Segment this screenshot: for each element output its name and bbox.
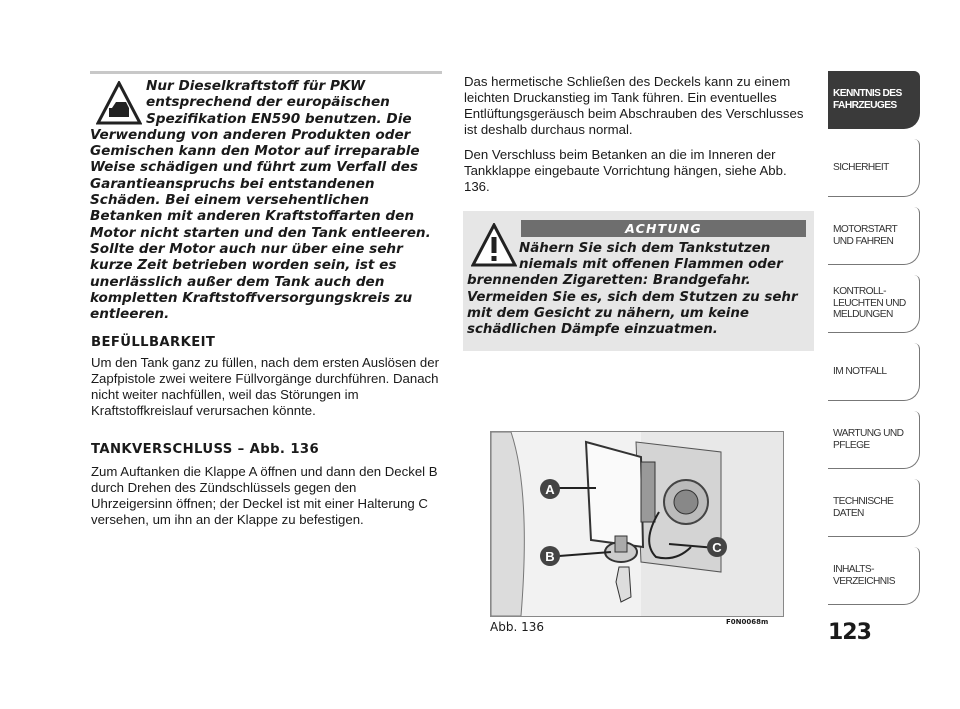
callout-a-label: A	[545, 482, 555, 497]
right-paragraph-2: Den Verschluss beim Betanken an die im Inneren der Tankklappe eingebaute Vorrichtung hängen, siehe Abb. 136.	[464, 147, 787, 194]
section-text-tankverschluss: Zum Auftanken die Klappe A öffnen und dann den Deckel B durch Drehen des Zündschlüssels gegen den Uhrzeigersinn öffnen; der Deckel ist mit einer Halterung C versehen, um ihn an der Klappe zu befestigen.	[91, 464, 438, 527]
right-paragraph-1: Das hermetische Schließen des Deckels kann zu einem leichten Druckanstieg im Tank führen. Ein eventuelles Entlüftungsgeräusch beim Abschrauben des Verschlusses ist deshalb durchaus normal.	[464, 74, 804, 137]
figure-code: F0N0068m	[726, 618, 769, 626]
callout-b-label: B	[545, 549, 555, 564]
achtung-text: Nähern Sie sich dem Tankstutzen niemals mit offenen Flammen oder brennenden Zigaretten: Brandgefahr. Vermeiden Sie es, sich dem Stutzen zu sehr mit dem Gesicht zu nähern, um keine schädlichen Dämpfe einzuatmen.	[467, 241, 798, 338]
section-heading-befuellbarkeit: BEFÜLLBARKEIT	[91, 335, 216, 350]
tab-inhaltsverzeichnis[interactable]: INHALTS- VERZEICHNIS	[828, 547, 920, 605]
callout-c-label: C	[712, 540, 722, 555]
fuel-warning-icon	[96, 81, 142, 125]
tab-kenntnis-des-fahrzeuges[interactable]: KENNTNIS DES FAHRZEUGES	[828, 71, 920, 129]
tab-sicherheit[interactable]: SICHERHEIT	[828, 139, 920, 197]
page-number: 123	[828, 620, 871, 645]
section-heading-tankverschluss: TANKVERSCHLUSS – Abb. 136	[91, 442, 320, 457]
achtung-box	[463, 211, 814, 351]
tab-motorstart-und-fahren[interactable]: MOTORSTART UND FAHREN	[828, 207, 920, 265]
section-text-befuellbarkeit: Um den Tank ganz zu füllen, nach dem ersten Auslösen der Zapfpistole zwei weitere Füllvorgänge durchführen. Danach nicht weiter nachfüllen, weil das Störungen im Kraftstoffkreislauf verursachen könnte.	[91, 355, 439, 418]
tab-kontroll-leuchten-und-meldungen[interactable]: KONTROLL- LEUCHTEN UND MELDUNGEN	[828, 275, 920, 333]
achtung-label: ACHTUNG	[521, 220, 806, 237]
figure-fuel-cap	[490, 431, 784, 617]
fuel-warning-text: Nur Dieselkraftstoff für PKW entsprechend der europäischen Spezifikation EN590 benutzen. Die Verwendung von anderen Produkten oder Gemischen kann den Motor auf irreparable Weise schädigen und führt zum Verfall des Garantieanspruchs bei entstandenen Schäden. Bei einem versehentlichen Betanken mit anderen Kraftstoffarten den Motor nicht starten und den Tank entleeren. Sollte der Motor auch nur über eine sehr kurze Zeit betrieben worden sein, ist es unerlässlich außer dem Tank auch den kompletten Kraftstoffversorgungskreis zu entleeren.	[90, 78, 431, 323]
fuel-cap-illustration	[491, 432, 783, 616]
tab-im-notfall[interactable]: IM NOTFALL	[828, 343, 920, 401]
fuel-warning-box	[90, 71, 442, 322]
tab-technische-daten[interactable]: TECHNISCHE DATEN	[828, 479, 920, 537]
divider	[90, 71, 442, 74]
figure-caption: Abb. 136	[490, 620, 544, 634]
tab-wartung-und-pflege[interactable]: WARTUNG UND PFLEGE	[828, 411, 920, 469]
